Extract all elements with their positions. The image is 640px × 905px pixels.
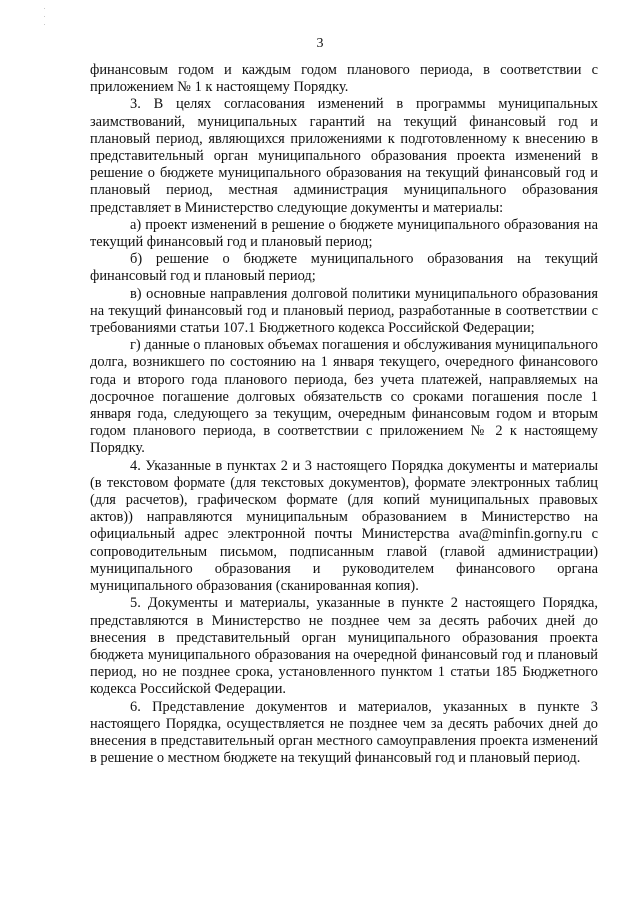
- paragraph-subitem-a: а) проект изменений в решение о бюджете муниципального образования на текущий финансовый год и плановый период;: [90, 216, 598, 251]
- paragraph-subitem-v: в) основные направления долговой политики муниципального образования на текущий финансовый год и плановый период, разработанные в соответствии с требованиями статьи 107.1 Бюджетного кодекса Российской Федерации;: [90, 285, 598, 337]
- scan-speck: [44, 16, 45, 17]
- paragraph-item-4: 4. Указанные в пунктах 2 и 3 настоящего Порядка документы и материалы (в текстовом формате (для текстовых документов), формате электронных таблиц (для расчетов), графическом формате (для копий муниципальных правовых актов)) направляются муниципальным образованием в Министерство на официальный адрес электронной почты Министерства ava@minfin.gorny.ru с сопроводительным письмом, подписанным главой (главой администрации) муниципального образования и руководителем финансового органа муниципального образования (сканированная копия).: [90, 457, 598, 595]
- paragraph-subitem-b: б) решение о бюджете муниципального образования на текущий финансовый год и плановый период;: [90, 251, 598, 285]
- paragraph-item-6: 6. Представление документов и материалов, указанных в пункте 3 настоящего Порядка, осуществляется не позднее чем за десять рабочих дней до внесения в представительный орган местного самоуправления проекта изменений в решение о местном бюджете на текущий финансовый год и плановый период.: [90, 698, 598, 767]
- paragraph-item-3: 3. В целях согласования изменений в программы муниципальных заимствований, муниципальных гарантий на текущий финансовый год и плановый период, являющихся приложениями к подготовленному к внесению в представительный орган муниципального образования проекта изменений в решение о бюджете муниципального образования на текущий финансовый год и плановый период, местная администрация муниципального образования представляет в Министерство следующие документы и материалы:: [90, 96, 598, 216]
- scan-speck: [44, 8, 45, 9]
- paragraph-subitem-g: г) данные о плановых объемах погашения и обслуживания муниципального долга, возникшего по состоянию на 1 января текущего, очередного финансового года и второго года планового периода, без учета платежей, направляемых на досрочное погашение долговых обязательств со сроками погашения после 1 января года, следующего за текущим, очередным финансовым годом и вторым годом планового периода, в соответствии с приложением № 2 к настоящему Порядку.: [90, 337, 598, 457]
- document-body: [90, 62, 598, 767]
- scan-speck: [44, 24, 45, 25]
- page-number: 3: [316, 36, 324, 51]
- paragraph-continuation: финансовым годом и каждым годом планового периода, в соответствии с приложением № 1 к настоящему Порядку.: [90, 62, 598, 96]
- paragraph-item-5: 5. Документы и материалы, указанные в пункте 2 настоящего Порядка, представляются в Министерство не позднее чем за десять рабочих дней до внесения в представительный орган муниципального образования проекта бюджета муниципального образования на очередной финансовый год и плановый период, но не позднее срока, установленного пунктом 1 статьи 185 Бюджетного кодекса Российской Федерации.: [90, 595, 598, 698]
